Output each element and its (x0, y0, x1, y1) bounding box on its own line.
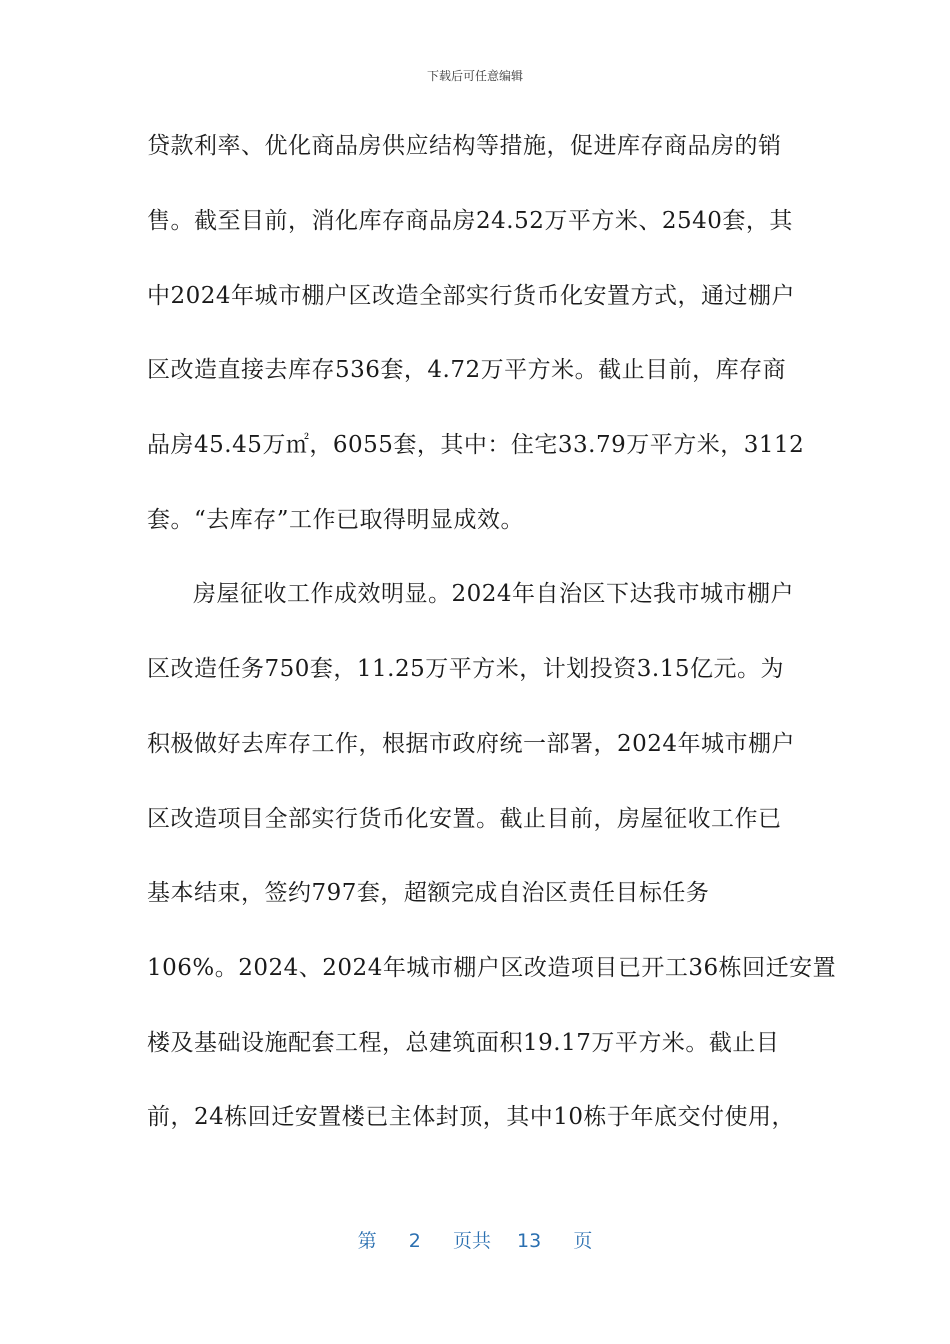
total-pages-number: 13 (517, 1230, 542, 1252)
page-suffix: 页 (573, 1230, 593, 1252)
header-note: 下载后可任意编辑 (426, 69, 523, 83)
text-line: 区改造直接去库存536套，4.72万平方米。截止目前，库存商 (147, 357, 787, 383)
current-page-number: 2 (408, 1230, 421, 1252)
text-line: 套。“去库存”工作已取得明显成效。 (147, 507, 525, 533)
text-line: 前，24栋回迁安置楼已主体封顶，其中10栋于年底交付使用， (147, 1104, 796, 1130)
text-line: 区改造项目全部实行货币化安置。截止目前，房屋征收工作已 (147, 806, 782, 832)
text-line: 品房45.45万㎡，6055套，其中：住宅33.79万平方米，3112 (147, 432, 805, 458)
text-line: 106%。2024、2024年城市棚户区改造项目已开工36栋回迁安置 (147, 955, 837, 981)
text-line: 售。截至目前，消化库存商品房24.52万平方米、2540套，其 (147, 208, 793, 234)
text-line: 贷款利率、优化商品房供应结构等措施，促进库存商品房的销 (147, 133, 782, 159)
page-footer (0, 1226, 950, 1253)
text-line: 区改造任务750套，11.25万平方米，计划投资3.15亿元。为 (147, 656, 784, 682)
page-prefix: 第 (357, 1230, 377, 1252)
page-mid-label: 页共 (452, 1230, 491, 1252)
text-line: 基本结束，签约797套，超额完成自治区责任目标任务 (147, 880, 710, 906)
text-line: 楼及基础设施配套工程，总建筑面积19.17万平方米。截止目 (147, 1030, 780, 1056)
text-line: 房屋征收工作成效明显。2024年自治区下达我市城市棚户 (193, 581, 795, 607)
text-line: 积极做好去库存工作，根据市政府统一部署，2024年城市棚户 (147, 731, 796, 757)
text-line: 中2024年城市棚户区改造全部实行货币化安置方式，通过棚户 (147, 283, 796, 309)
